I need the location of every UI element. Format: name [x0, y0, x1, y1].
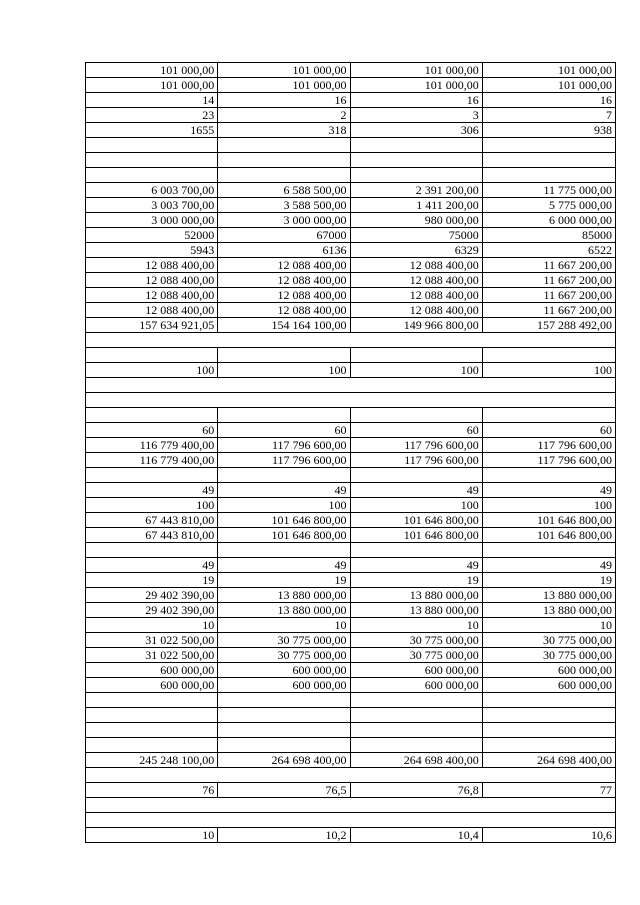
table-cell: 49	[86, 483, 218, 497]
table-row	[86, 363, 615, 378]
table-row	[86, 123, 615, 138]
table-row	[86, 258, 615, 273]
table-cell	[218, 708, 350, 722]
table-cell	[86, 168, 218, 182]
table-row-empty	[86, 333, 615, 348]
table-cell: 100	[594, 363, 612, 377]
table-cell: 116 779 400,00	[86, 453, 218, 467]
table-cell	[218, 153, 350, 167]
table-row	[86, 78, 615, 93]
table-row	[86, 663, 615, 678]
table-cell: 49	[86, 558, 218, 572]
table-cell: 49	[351, 483, 483, 497]
table-cell: 13 880 000,00	[218, 588, 350, 602]
table-cell: 12 088 400,00	[351, 258, 483, 272]
table-cell	[483, 723, 615, 737]
table-row	[86, 228, 615, 243]
table-cell: 6329	[351, 243, 483, 257]
table-cell: 11 775 000,00	[543, 183, 612, 197]
table-cell	[218, 408, 350, 422]
table-cell: 13 880 000,00	[543, 603, 612, 617]
table-cell: 12 088 400,00	[86, 273, 218, 287]
table-cell: 5 775 000,00	[549, 198, 612, 212]
table-cell: 6 000 000,00	[549, 213, 612, 227]
table-cell: 116 779 400,00	[86, 438, 218, 452]
table-row	[86, 213, 615, 228]
table-row	[86, 498, 615, 513]
spreadsheet-table	[85, 62, 616, 843]
table-cell: 6 003 700,00	[86, 183, 218, 197]
table-cell: 245 248 100,00	[86, 753, 218, 767]
table-cell	[86, 723, 218, 737]
table-cell	[86, 468, 218, 482]
table-cell: 318	[218, 123, 350, 137]
table-cell: 157 634 921,05	[86, 318, 218, 332]
table-row	[86, 783, 615, 798]
table-cell: 76	[86, 783, 218, 797]
table-cell: 77	[600, 783, 612, 797]
table-row	[86, 273, 615, 288]
table-cell: 13 880 000,00	[543, 588, 612, 602]
table-row	[86, 558, 615, 573]
table-cell: 101 000,00	[86, 78, 218, 92]
table-row	[86, 303, 615, 318]
table-cell: 101 646 800,00	[351, 513, 483, 527]
table-row	[86, 603, 615, 618]
table-cell	[483, 408, 615, 422]
table-cell: 67000	[218, 228, 350, 242]
table-row	[86, 513, 615, 528]
table-cell: 11 667 200,00	[543, 303, 612, 317]
table-cell	[351, 168, 483, 182]
table-cell: 85000	[582, 228, 612, 242]
table-cell: 3 588 500,00	[218, 198, 350, 212]
table-cell: 101 646 800,00	[537, 528, 612, 542]
table-cell	[483, 348, 615, 362]
table-cell	[218, 693, 350, 707]
table-cell: 100	[218, 498, 350, 512]
table-cell: 11 667 200,00	[543, 273, 612, 287]
table-row	[86, 453, 615, 468]
table-cell	[86, 348, 218, 362]
table-cell	[483, 543, 615, 557]
table-cell: 306	[351, 123, 483, 137]
table-row	[86, 483, 615, 498]
table-row	[86, 198, 615, 213]
table-row	[86, 828, 615, 843]
table-cell: 30 775 000,00	[543, 633, 612, 647]
table-row	[86, 723, 615, 738]
table-cell	[483, 693, 615, 707]
table-cell: 117 796 600,00	[218, 438, 350, 452]
table-row-empty	[86, 798, 615, 813]
table-cell: 100	[86, 363, 218, 377]
table-cell: 19	[351, 573, 483, 587]
table-cell: 157 288 492,00	[537, 318, 612, 332]
table-cell	[86, 543, 218, 557]
table-cell: 75000	[351, 228, 483, 242]
table-cell: 49	[600, 558, 612, 572]
table-cell: 13 880 000,00	[218, 603, 350, 617]
table-cell: 101 000,00	[218, 78, 350, 92]
table-cell: 12 088 400,00	[218, 273, 350, 287]
table-cell: 49	[218, 483, 350, 497]
table-cell: 16	[351, 93, 483, 107]
table-cell: 10,6	[591, 828, 612, 842]
table-row	[86, 408, 615, 423]
table-row	[86, 243, 615, 258]
table-row	[86, 753, 615, 768]
table-cell: 14	[86, 93, 218, 107]
table-cell	[218, 723, 350, 737]
table-cell: 600 000,00	[558, 678, 612, 692]
table-cell: 12 088 400,00	[86, 258, 218, 272]
table-cell	[351, 738, 483, 752]
table-cell: 11 667 200,00	[543, 258, 612, 272]
table-cell	[218, 468, 350, 482]
table-cell: 10	[351, 618, 483, 632]
table-cell: 67 443 810,00	[86, 513, 218, 527]
table-row	[86, 423, 615, 438]
table-cell: 30 775 000,00	[351, 633, 483, 647]
table-cell: 19	[86, 573, 218, 587]
table-row	[86, 693, 615, 708]
table-cell: 12 088 400,00	[351, 273, 483, 287]
table-row	[86, 678, 615, 693]
table-cell: 600 000,00	[218, 663, 350, 677]
table-cell: 49	[600, 483, 612, 497]
table-cell: 49	[351, 558, 483, 572]
table-row	[86, 288, 615, 303]
table-cell: 76,5	[218, 783, 350, 797]
table-cell: 100	[351, 498, 483, 512]
table-cell	[351, 408, 483, 422]
table-cell: 938	[594, 123, 612, 137]
table-cell: 12 088 400,00	[218, 303, 350, 317]
table-cell	[483, 153, 615, 167]
table-cell	[86, 693, 218, 707]
table-cell: 16	[600, 93, 612, 107]
table-cell: 31 022 500,00	[86, 633, 218, 647]
table-cell	[351, 348, 483, 362]
table-cell: 100	[86, 498, 218, 512]
table-cell: 264 698 400,00	[537, 753, 612, 767]
table-cell	[351, 468, 483, 482]
table-cell: 101 646 800,00	[351, 528, 483, 542]
table-cell: 117 796 600,00	[537, 438, 612, 452]
table-cell: 19	[218, 573, 350, 587]
table-row	[86, 543, 615, 558]
table-cell: 16	[218, 93, 350, 107]
table-cell	[86, 408, 218, 422]
table-cell: 600 000,00	[558, 663, 612, 677]
table-cell	[218, 348, 350, 362]
table-cell: 30 775 000,00	[351, 648, 483, 662]
table-cell: 5943	[86, 243, 218, 257]
table-row	[86, 63, 615, 78]
table-row	[86, 468, 615, 483]
table-cell: 29 402 390,00	[86, 603, 218, 617]
table-cell: 117 796 600,00	[218, 453, 350, 467]
table-cell: 1 411 200,00	[351, 198, 483, 212]
table-cell: 49	[218, 558, 350, 572]
table-cell: 6 588 500,00	[218, 183, 350, 197]
table-cell	[483, 468, 615, 482]
table-cell: 101 646 800,00	[218, 528, 350, 542]
table-cell: 101 646 800,00	[218, 513, 350, 527]
table-cell: 19	[600, 573, 612, 587]
table-cell	[218, 543, 350, 557]
table-cell: 12 088 400,00	[86, 303, 218, 317]
table-row	[86, 168, 615, 183]
table-cell: 12 088 400,00	[351, 303, 483, 317]
table-cell: 600 000,00	[351, 663, 483, 677]
table-cell: 30 775 000,00	[218, 633, 350, 647]
table-cell	[483, 708, 615, 722]
table-row	[86, 738, 615, 753]
table-cell: 6522	[588, 243, 612, 257]
table-cell: 10,2	[218, 828, 350, 842]
table-cell: 3 000 000,00	[218, 213, 350, 227]
table-cell: 1655	[86, 123, 218, 137]
table-cell: 12 088 400,00	[218, 288, 350, 302]
table-cell: 30 775 000,00	[543, 648, 612, 662]
table-cell: 60	[86, 423, 218, 437]
table-cell: 7	[606, 108, 612, 122]
table-cell: 30 775 000,00	[218, 648, 350, 662]
table-cell: 2 391 200,00	[351, 183, 483, 197]
table-cell: 10,4	[351, 828, 483, 842]
table-cell	[483, 138, 615, 152]
table-row	[86, 108, 615, 123]
table-cell	[351, 723, 483, 737]
table-row	[86, 318, 615, 333]
table-row	[86, 708, 615, 723]
table-cell: 3 000 000,00	[86, 213, 218, 227]
table-cell: 10	[86, 618, 218, 632]
table-row	[86, 93, 615, 108]
table-cell: 60	[351, 423, 483, 437]
table-cell	[351, 693, 483, 707]
table-row	[86, 438, 615, 453]
table-cell: 13 880 000,00	[351, 588, 483, 602]
table-cell: 264 698 400,00	[218, 753, 350, 767]
table-cell	[86, 708, 218, 722]
table-cell: 10	[600, 618, 612, 632]
table-cell: 60	[600, 423, 612, 437]
table-cell: 117 796 600,00	[537, 453, 612, 467]
table-cell: 12 088 400,00	[86, 288, 218, 302]
table-cell: 3 003 700,00	[86, 198, 218, 212]
table-cell: 12 088 400,00	[351, 288, 483, 302]
table-cell	[351, 138, 483, 152]
table-cell: 600 000,00	[86, 663, 218, 677]
table-cell: 3	[351, 108, 483, 122]
table-cell	[218, 738, 350, 752]
table-row	[86, 618, 615, 633]
table-cell: 100	[218, 363, 350, 377]
table-cell	[86, 153, 218, 167]
table-row	[86, 138, 615, 153]
table-cell: 101 000,00	[351, 78, 483, 92]
table-cell: 100	[351, 363, 483, 377]
table-cell: 29 402 390,00	[86, 588, 218, 602]
table-cell: 600 000,00	[351, 678, 483, 692]
table-cell: 600 000,00	[218, 678, 350, 692]
table-cell: 76,8	[351, 783, 483, 797]
table-row	[86, 183, 615, 198]
table-cell: 2	[218, 108, 350, 122]
table-cell: 23	[86, 108, 218, 122]
table-cell: 31 022 500,00	[86, 648, 218, 662]
table-row	[86, 348, 615, 363]
table-cell: 101 000,00	[558, 63, 612, 77]
table-cell: 10	[86, 828, 218, 842]
table-cell: 52000	[86, 228, 218, 242]
table-cell: 600 000,00	[86, 678, 218, 692]
table-cell: 264 698 400,00	[351, 753, 483, 767]
table-cell: 6136	[218, 243, 350, 257]
table-cell: 101 000,00	[351, 63, 483, 77]
table-row	[86, 633, 615, 648]
table-row-empty	[86, 378, 615, 393]
table-cell: 10	[218, 618, 350, 632]
table-cell: 13 880 000,00	[351, 603, 483, 617]
table-cell	[483, 738, 615, 752]
table-row	[86, 153, 615, 168]
table-cell: 60	[218, 423, 350, 437]
table-row	[86, 573, 615, 588]
table-cell	[351, 153, 483, 167]
table-cell	[218, 138, 350, 152]
table-cell: 12 088 400,00	[218, 258, 350, 272]
table-row-empty	[86, 393, 615, 408]
table-cell: 117 796 600,00	[351, 438, 483, 452]
table-cell: 154 164 100,00	[218, 318, 350, 332]
table-cell	[86, 138, 218, 152]
table-row-empty	[86, 813, 615, 828]
table-cell	[86, 738, 218, 752]
table-cell: 11 667 200,00	[543, 288, 612, 302]
table-cell: 101 646 800,00	[537, 513, 612, 527]
table-row-empty	[86, 768, 615, 783]
table-cell	[351, 543, 483, 557]
table-cell: 101 000,00	[558, 78, 612, 92]
table-cell	[483, 168, 615, 182]
table-cell: 101 000,00	[218, 63, 350, 77]
table-cell: 149 966 800,00	[351, 318, 483, 332]
table-cell	[218, 168, 350, 182]
table-cell: 101 000,00	[86, 63, 218, 77]
table-cell: 67 443 810,00	[86, 528, 218, 542]
table-cell	[351, 708, 483, 722]
table-cell: 980 000,00	[351, 213, 483, 227]
table-row	[86, 528, 615, 543]
table-cell: 117 796 600,00	[351, 453, 483, 467]
table-row	[86, 588, 615, 603]
table-cell: 100	[594, 498, 612, 512]
table-row	[86, 648, 615, 663]
